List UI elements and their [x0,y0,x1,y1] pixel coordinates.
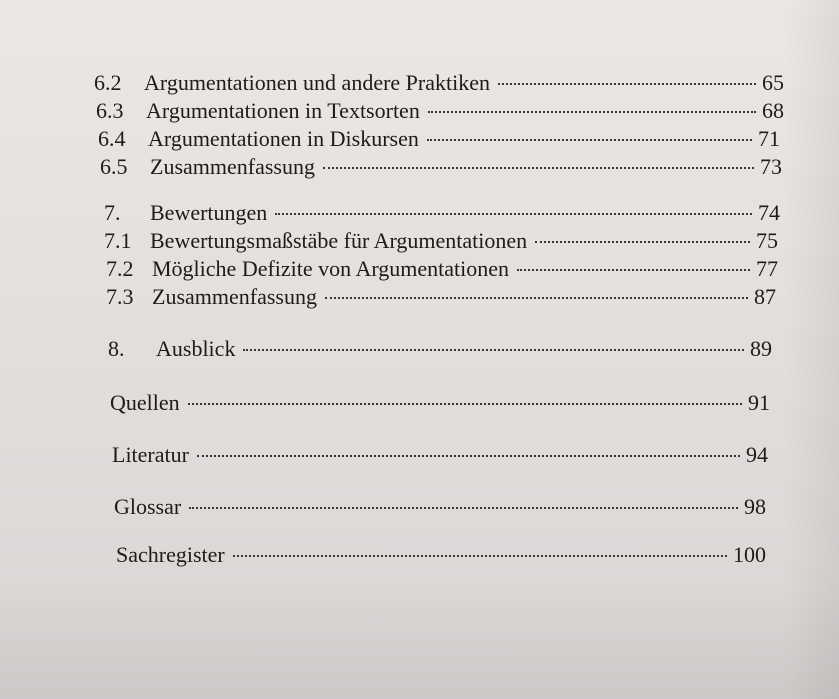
toc-entry-number: 7. [104,200,121,225]
toc-entry [110,390,770,416]
toc-entry-page: 77 [756,256,778,281]
toc-entry [108,336,772,362]
toc-entry-title: Argumentationen und andere Praktiken [144,70,490,95]
dot-leader [325,297,748,299]
toc-entry-number: 7.2 [106,256,134,281]
toc-entry-title: Ausblick [156,336,236,361]
dot-leader [275,213,752,215]
toc-entry-title: Zusammenfassung [150,154,315,179]
toc-entry-page: 65 [762,70,784,95]
toc-entry-title: Bewertungsmaßstäbe für Argumentationen [150,228,528,253]
toc-entry-title: Sachregister [116,542,225,567]
toc-entry-page: 75 [756,228,778,253]
toc-entry [106,284,776,310]
toc-entry [116,542,766,568]
toc-entry [104,228,778,254]
dot-leader [197,455,740,457]
dot-leader [498,83,756,85]
toc-entry [98,126,780,152]
toc-entry-page: 91 [748,390,770,415]
toc-entry-page: 89 [750,336,772,361]
toc-entry-page: 100 [733,542,766,567]
dot-leader [323,167,754,169]
toc-entry [104,200,780,226]
toc-entry [96,98,784,124]
dot-leader [233,555,727,557]
toc-entry-title: Mögliche Defizite von Argumentationen [152,256,510,281]
dot-leader [189,507,738,509]
toc-entry [106,256,778,282]
dot-leader [188,403,742,405]
toc-entry-page: 73 [760,154,782,179]
toc-entry-number: 7.3 [106,284,134,309]
toc-entry-title: Literatur [112,442,189,467]
toc-entry [94,70,784,96]
toc-entry [112,442,768,468]
dot-leader [517,269,750,271]
dot-leader [427,139,752,141]
toc-entry-title: Argumentationen in Diskursen [148,126,419,151]
toc-entry-page: 87 [754,284,776,309]
toc-entry-title: Zusammenfassung [152,284,317,309]
toc-entry [100,154,782,180]
toc-entry-number: 7.1 [104,228,132,253]
toc-entry-title: Glossar [114,494,182,519]
toc-entry-page: 74 [758,200,780,225]
dot-leader [535,241,750,243]
toc-entry-number: 6.4 [98,126,126,151]
toc-entry [114,494,766,520]
toc-entry-page: 68 [762,98,784,123]
toc-entry-title: Bewertungen [150,200,268,225]
dot-leader [428,111,756,113]
toc-entry-number: 8. [108,336,125,361]
dot-leader [243,349,744,351]
toc-entry-number: 6.5 [100,154,128,179]
toc-entry-page: 98 [744,494,766,519]
toc-entry-page: 94 [746,442,768,467]
toc-entry-page: 71 [758,126,780,151]
toc-entry-number: 6.2 [94,70,122,95]
toc-entry-number: 6.3 [96,98,124,123]
toc-entry-title: Argumentationen in Textsorten [146,98,420,123]
toc-entry-title: Quellen [110,390,180,415]
